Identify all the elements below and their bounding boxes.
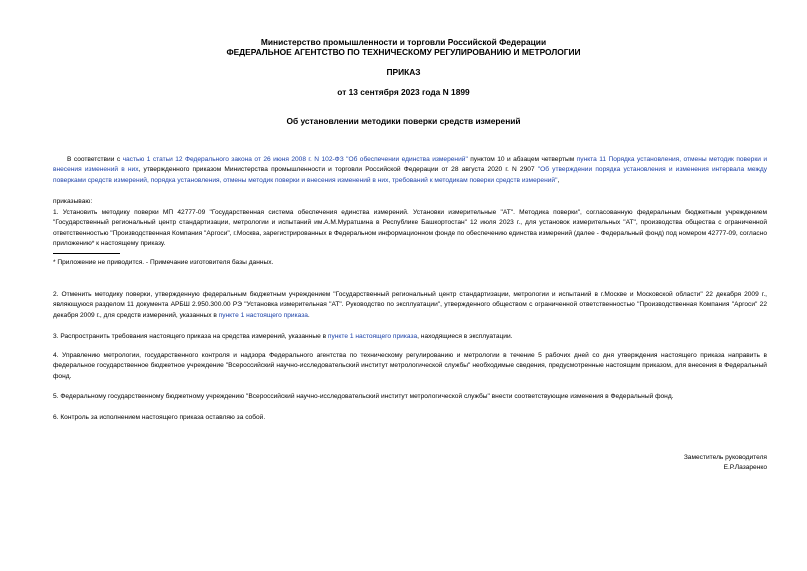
law-article-link[interactable]: частью 1 статьи 12 Федерального закона от 26 июня 2008 г. N 102-ФЗ "Об обеспечении единства измерений" <box>122 156 468 163</box>
item-1-text: 1. Установить методику поверки МП 42777-09 "Государственная система обеспечения единства измерений. Установки измерительные "АТ". Методика поверки", согласованную федеральным бюджетным учреждением "Государственный региональный центр стандартизации, метрологии и испытаний им.А.М.Муратшина в Республике Башкортостан" 12 июля 2023 г., для установок измерительных "АТ", производства общества с ограниченной ответственностью "Производственная Компания "Аргоси", г.Москва, зарегистрированных в Федеральном информационном фонде по обеспечению единства измерений (далее - Федеральный фонд) под номером 42777-09, согласно приложению* к настоящему приказу. <box>53 209 767 247</box>
document-type: ПРИКАЗ <box>386 67 421 77</box>
item-3-text-1: 3. Распространить требования настоящего приказа на средства измерений, указанные в <box>53 333 328 340</box>
item-4-paragraph: 4. Управлению метрологии, государственного контроля и надзора Федерального агентства по техническому регулированию и метрологии в течение 5 рабочих дней со дня утверждения настоящего приказа направить в федеральное государственное бюджетное учреждение "Всероссийский научно-исследовательский институт метрологической службы" необходимые сведения, предусмотренные настоящим приказом, для внесения в Федеральный фонд. <box>53 352 767 380</box>
procedure-clause-link[interactable]: пункта 11 Порядка установления, отмены методик поверки и внесения изменений в них <box>53 156 767 174</box>
item-2-text-1: 2. Отменить методику поверки, утвержденную федеральным бюджетным учреждением "Государственный региональный центр стандартизации, метрологии и испытаний в г.Москве и Московской области" 22 декабря 2009 г., являющуюся разделом 11 документа АРБШ 2.950.300.00 РЭ "Установка измерительная "АТ". Руководство по эксплуатации", утвержденного обществом с ограниченной ответственностью "Производственная Компания "Аргоси" 22 декабря 2009 г., для средств измерений, указанных в <box>53 291 767 319</box>
item-3-clause-link[interactable]: пункте 1 настоящего приказа <box>327 333 418 340</box>
ministry-order-link[interactable]: "Об утверждении порядка установления и изменения интервала между поверками средств измерений, порядка установления, отмены методик поверки и внесения изменений в них, требований к методикам поверки средств измерений" <box>53 166 768 184</box>
order-word: приказываю: <box>53 198 93 205</box>
document-title: Об установлении методики поверки средств измерений <box>286 116 521 126</box>
preamble-paragraph <box>53 155 767 186</box>
item-6-paragraph: 6. Контроль за исполнением настоящего приказа оставляю за собой. <box>53 414 266 421</box>
ministry-heading: Министерство промышленности и торговли Российской Федерации <box>260 37 547 47</box>
agency-heading: ФЕДЕРАЛЬНОЕ АГЕНТСТВО ПО ТЕХНИЧЕСКОМУ РЕГУЛИРОВАНИЮ И МЕТРОЛОГИИ <box>226 47 581 57</box>
preamble-text-2: пунктом 10 и абзацем четвертым <box>467 156 577 163</box>
item-2-paragraph <box>53 290 767 321</box>
item-1-paragraph <box>53 208 767 249</box>
item-2-clause-link[interactable]: пункте 1 настоящего приказа <box>218 311 308 319</box>
document-date-number: от 13 сентября 2023 года N 1899 <box>337 87 470 97</box>
footnote: * Приложение не приводится. - Примечание изготовителя базы данных. <box>53 259 274 266</box>
footnote-divider <box>53 253 120 254</box>
item-2-text-2: . <box>307 311 310 319</box>
item-3-paragraph <box>53 332 767 342</box>
item-5-paragraph: 5. Федеральному государственному бюджетному учреждению "Всероссийский научно-исследовательский институт метрологической службы" внести соответствующие изменения в Федеральный фонд. <box>53 393 674 400</box>
item-3-text-2: , находящиеся в эксплуатации. <box>417 333 513 340</box>
signatory-name: Е.Р.Лазаренко <box>723 464 767 471</box>
preamble-text-3: , утвержденного приказом Министерства промышленности и торговли Российской Федерации от 28 августа 2020 г. N 2907 <box>138 166 538 174</box>
preamble-text-4: , <box>557 176 560 184</box>
preamble-text-1: В соответствии с <box>67 156 123 163</box>
signatory-position: Заместитель руководителя <box>683 454 767 461</box>
